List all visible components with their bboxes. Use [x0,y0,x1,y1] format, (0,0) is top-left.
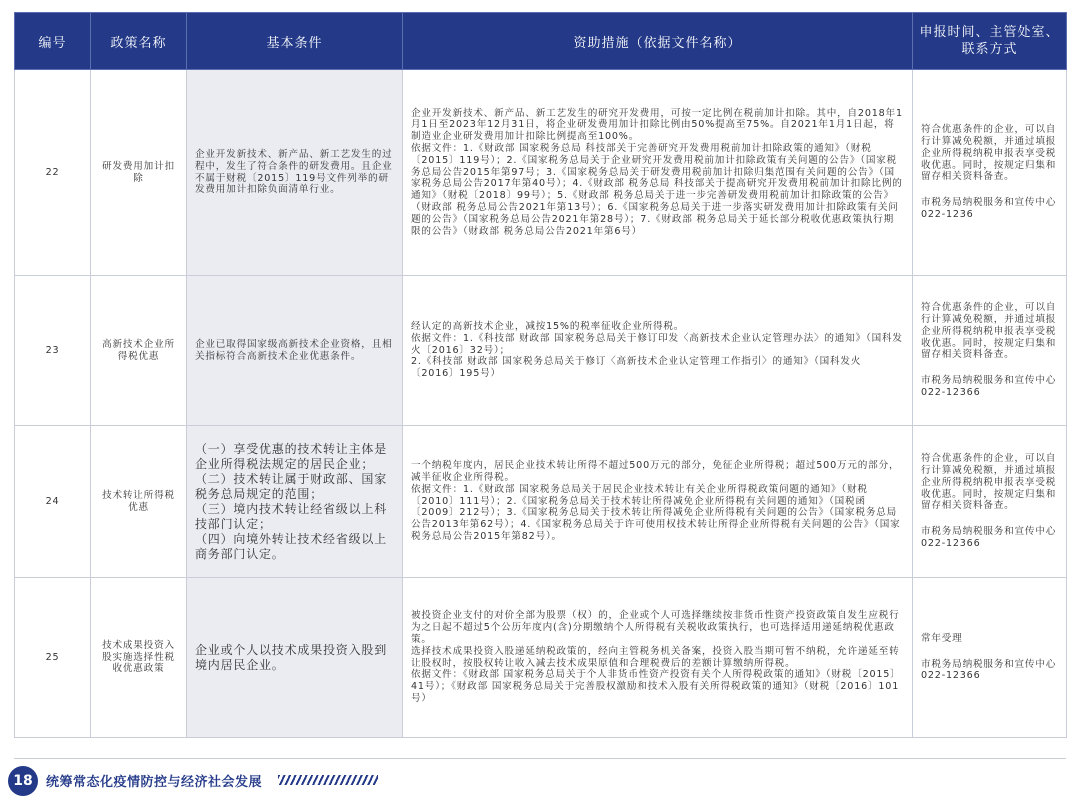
policy-name: 高新技术企业所得税优惠 [91,276,187,426]
measure-text: 企业开发新技术、新产品、新工艺发生的研究开发费用，可按一定比例在税前加计扣除。其中，自2018年1月1日至2023年12月31日，将企业研发费用加计扣除比例由50%提高至75%。自2021年1月1日起，将制造业企业研发费用加计扣除比例提高至100%。 [411,107,903,143]
condition-text: （四）向境外转让技术经省级以上商务部门认定。 [195,531,388,561]
condition-text: 企业或个人以技术成果投资入股到境内居民企业。 [195,642,388,672]
application-info-cell [913,276,1067,426]
header-policy-name: 政策名称 [91,13,187,70]
row-number: 25 [15,578,91,738]
application-note: 常年受理 [921,632,963,644]
department-name: 市税务局纳税服务和宣传中心 [921,526,1057,538]
condition-text: 企业已取得国家级高新技术企业资格，且相关指标符合高新技术企业优惠条件。 [195,338,393,362]
measure-text: 选择技术成果投资入股递延纳税政策的，经向主管税务机关备案，投资入股当期可暂不纳税，允许递延至转让股权时，按股权转让收入减去技术成果原值和合理税费后的差额计算缴纳所得税。 [411,645,900,669]
row-number: 22 [15,70,91,276]
measures-cell [403,70,913,276]
measure-text: 一个纳税年度内，居民企业技术转让所得不超过500万元的部分，免征企业所得税；超过500万元的部分，减半征收企业所得税。 [411,460,900,483]
measures-cell [403,426,913,578]
condition-text: （三）境内技术转让经省级以上科技部门认定； [195,501,388,531]
page-number-badge: 18 [8,766,38,796]
application-note: 符合优惠条件的企业，可以自行计算减免税额，并通过填报企业所得税纳税申报表享受税收优惠。同时，按规定归集和留存相关资料备查。 [921,302,1057,361]
measure-basis-text: 依据文件：《财政部 国家税务总局关于个人非货币性资产投资有关个人所得税政策的通知》（财税〔2015〕41号）；《财政部 国家税务总局关于完善股权激励和技术入股有关所得税政策的通知》（财税〔2016〕101号） [411,669,901,704]
table-row [15,578,1067,738]
header-number: 编号 [15,13,91,70]
application-note: 符合优惠条件的企业，可以自行计算减免税额，并通过填报企业所得税纳税申报表享受税收优惠。同时，按规定归集和留存相关资料备查。 [921,124,1057,183]
measure-basis-text: 2.《科技部 财政部 国家税务总局关于修订〈高新技术企业认定管理工作指引〉的通知》（国科发火〔2016〕195号） [411,356,862,380]
department-name: 市税务局纳税服务和宣传中心 [921,375,1057,387]
application-note: 符合优惠条件的企业，可以自行计算减免税额，并通过填报企业所得税纳税申报表享受税收优惠。同时，按规定归集和留存相关资料备查。 [921,453,1057,512]
conditions-cell [187,276,403,426]
conditions-cell [187,426,403,578]
footer-title: 统筹常态化疫情防控与经济社会发展 [46,775,263,790]
condition-text: 企业开发新技术、新产品、新工艺发生的过程中，发生了符合条件的研发费用。且企业不属于财税〔2015〕119号文件列举的研发费用加计扣除负面清单行业。 [195,148,393,196]
measure-text: 被投资企业支付的对价全部为股票（权）的，企业或个人可选择继续按非货币性资产投资政策自发生应税行为之日起不超过5个公历年度内(含)分期缴纳个人所得税有关税收政策执行，也可选择适用递延纳税优惠政策。 [411,610,900,645]
row-number: 23 [15,276,91,426]
measure-basis-text: 依据文件：1.《财政部 国家税务总局关于居民企业技术转让有关企业所得税政策问题的通知》（财税〔2010〕111号）；2.《国家税务总局关于技术转让所得减免企业所得税有关问题的通知》（国税函〔2009〕212号）；3.《国家税务总局关于技术转让所得减免企业所得税有关问题的公告》（国家税务总局公告2013年第62号）；4.《国家税务总局关于许可使用权技术转让所得企业所得税有关问题的公告》（国家税务总局公告2015年第82号）。 [411,483,901,542]
measure-basis-text: 依据文件：1.《财政部 国家税务总局 科技部关于完善研究开发费用税前加计扣除政策的通知》（财税〔2015〕119号）；2.《国家税务总局关于企业研究开发费用税前加计扣除政策有关问题的公告》（国家税务总局公告2015年第97号；3.《国家税务总局关于研发费用税前加计扣除归集范围有关问题的公告》（国家税务总局公告2017年第40号）；4.《财政部 税务总局 科技部关于提高研究开发费用税前加计扣除比例的通知》（财税〔2018〕99号）；5.《财政部 税务总局关于进一步完善研发费用税前加计扣除政策的公告》（财政部 税务总局公告2021年第13号）；6.《国家税务总局关于进一步落实研发费用加计扣除政策有关问题的公告》（国家税务总局公告2021年第28号）；7.《财政部 税务总局关于延长部分税收优惠政策执行期限的公告》（财政部 税务总局公告2021年第6号） [411,143,903,237]
policy-name: 研发费用加计扣除 [91,70,187,276]
measure-text: 经认定的高新技术企业，减按15%的税率征收企业所得税。 [411,321,685,332]
conditions-cell [187,578,403,738]
policy-name: 技术转让所得税优惠 [91,426,187,578]
department-name: 市税务局纳税服务和宣传中心 [921,197,1057,209]
header-application-info: 申报时间、主管处室、联系方式 [913,13,1067,70]
conditions-cell [187,70,403,276]
contact-phone: 022-12366 [921,670,981,682]
contact-phone: 022-12366 [921,386,981,398]
page-footer [0,758,1080,794]
policy-table [14,12,1067,738]
application-info-cell [913,70,1067,276]
condition-text: （二）技术转让属于财政部、国家税务总局规定的范围； [195,471,388,501]
footer-stripes-decoration [278,775,378,785]
department-name: 市税务局纳税服务和宣传中心 [921,658,1057,670]
policy-name: 技术成果投资入股实施选择性税收优惠政策 [91,578,187,738]
contact-phone: 022-12366 [921,537,981,549]
measures-cell [403,276,913,426]
header-measures: 资助措施（依据文件名称） [403,13,913,70]
table-row [15,426,1067,578]
measure-basis-text: 依据文件：1.《科技部 财政部 国家税务总局关于修订印发〈高新技术企业认定管理办法〉的通知》（国科发火〔2016〕32号）； [411,332,903,356]
row-number: 24 [15,426,91,578]
contact-phone: 022-1236 [921,208,974,220]
condition-text: （一）享受优惠的技术转让主体是企业所得税法规定的居民企业； [195,441,388,471]
application-info-cell [913,426,1067,578]
table-row [15,276,1067,426]
application-info-cell [913,578,1067,738]
table-header-row [15,13,1067,70]
measures-cell [403,578,913,738]
header-conditions: 基本条件 [187,13,403,70]
footer-divider [14,758,1066,759]
table-row [15,70,1067,276]
